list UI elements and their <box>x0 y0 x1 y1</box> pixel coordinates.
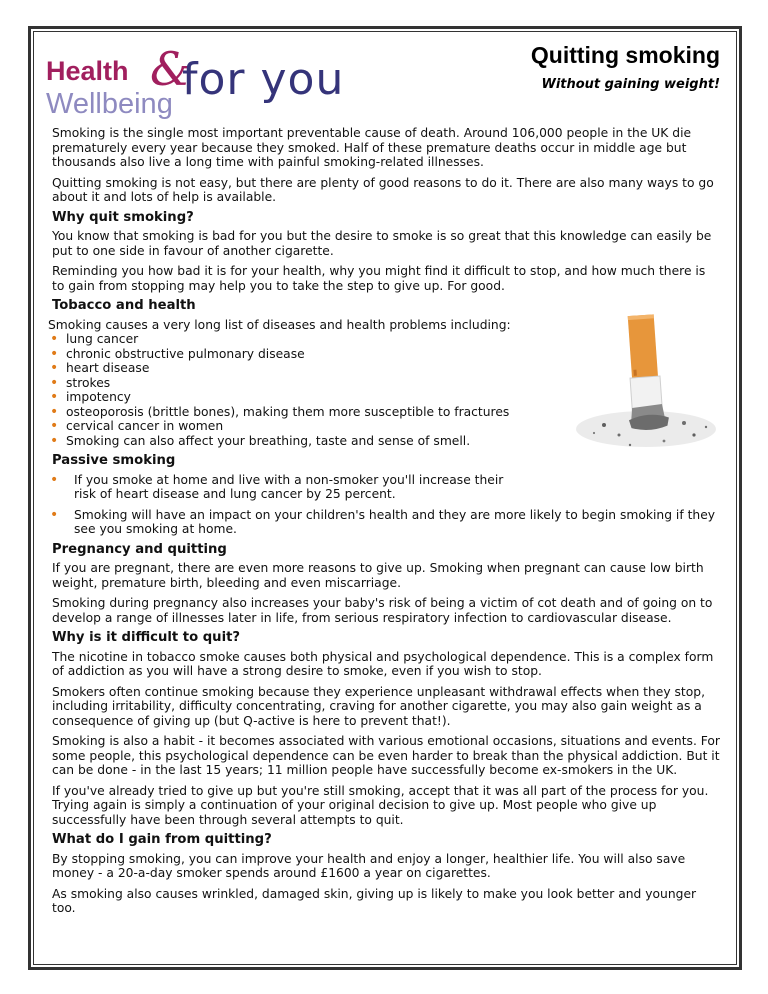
list-item: • osteoporosis (brittle bones), making them more susceptible to fractures <box>48 405 720 420</box>
gain-paragraph: As smoking also causes wrinkled, damaged skin, giving up is likely to make you look better and younger too. <box>52 886 697 915</box>
difficult-paragraph: If you've already tried to give up but you're still smoking, accept that it was all part of the process for you. Trying again is simply a continuation of your original decision to give up. Most people who give up successfully have been through several attempts to quit. <box>52 783 709 827</box>
cigarette-butt-image <box>564 307 724 457</box>
passive-smoking-list <box>48 473 720 537</box>
difficult-paragraph: Smoking is also a habit - it becomes associated with various emotional occasions, situations and events. For some people, this psychological dependence can be even harder to break than the physical addiction. But it can be done - in the last 15 years; 11 million people have successfully become ex-smokers in the UK. <box>52 734 720 777</box>
section-heading-difficult: Why is it difficult to quit? <box>52 630 241 645</box>
list-item: • Smoking can also affect your breathing, taste and sense of smell. <box>48 434 720 449</box>
section-heading-gain: What do I gain from quitting? <box>52 832 272 847</box>
section-heading-tobacco: Tobacco and health <box>52 298 196 313</box>
page-title: Quitting smoking <box>530 42 720 68</box>
tobacco-lead: Smoking causes a very long list of diseases and health problems including: <box>48 317 511 332</box>
list-item: • chronic obstructive pulmonary disease <box>48 347 720 362</box>
health-wellbeing-logo <box>46 42 386 128</box>
title-block <box>531 42 720 92</box>
section-heading-passive: Passive smoking <box>52 453 176 468</box>
list-item: • heart disease <box>48 361 720 376</box>
intro-paragraph: Quitting smoking is not easy, but there are plenty of good reasons to do it. There are also many ways to go about it and lots of help is available. <box>52 175 714 204</box>
logo-ampersand: & <box>150 42 191 96</box>
gain-paragraph: By stopping smoking, you can improve your health and enjoy a longer, healthier life. You will also save money - a 20-a-day smoker spends around £1600 a year on cigarettes. <box>52 851 686 880</box>
why-quit-paragraph: Reminding you how bad it is for your health, why you might find it difficult to stop, and how much there is to gain from stopping may help you to take the step to give up. For good. <box>52 264 706 293</box>
why-quit-paragraph: You know that smoking is bad for you but the desire to smoke is so great that this knowledge can easily be put to one side in favour of another cigarette. <box>52 229 712 258</box>
logo-wellbeing-text: Wellbeing <box>46 88 173 120</box>
logo-for-you-text: for you <box>182 54 345 105</box>
document-body <box>48 126 720 922</box>
difficult-paragraph: Smokers often continue smoking because they experience unpleasant withdrawal effects when they stop, including irritability, difficulty concentrating, craving for another cigarette, you may also gain weight as a consequence of giving up (but Q-active is here to prevent that!). <box>52 684 705 728</box>
tobacco-section <box>48 298 720 448</box>
pregnancy-paragraph: If you are pregnant, there are even more reasons to give up. Smoking when pregnant can cause low birth weight, premature birth, bleeding and even miscarriage. <box>52 561 704 590</box>
page-subtitle: Without gaining weight! <box>541 77 720 92</box>
list-item: • lung cancer <box>48 332 720 347</box>
difficult-paragraph: The nicotine in tobacco smoke causes both physical and psychological dependence. This is a complex form of addiction as you will have a strong desire to smoke, even if you wish to stop. <box>52 649 714 678</box>
list-item: • impotency <box>48 390 720 405</box>
section-heading-why-quit: Why quit smoking? <box>52 209 194 225</box>
logo-health-text: Health <box>46 56 129 86</box>
list-item: • Smoking will have an impact on your children's health and they are more likely to begin smoking if they see you smoking at home. <box>48 508 720 537</box>
list-item: • cervical cancer in women <box>48 419 720 434</box>
header <box>40 40 730 128</box>
pregnancy-paragraph: Smoking during pregnancy also increases your baby's risk of being a victim of cot death and of going on to develop a range of illnesses later in life, from serious respiratory infection to cardiovascular disease. <box>52 596 713 625</box>
intro-paragraph: Smoking is the single most important preventable cause of death. Around 106,000 people in the UK die prematurely every year because they smoked. Half of these premature deaths occur in middle age but thousands also live a long time with painful smoking-related illnesses. <box>52 126 692 169</box>
list-item: • If you smoke at home and live with a non-smoker you'll increase their risk of heart disease and lung cancer by 25 percent. <box>48 473 528 502</box>
section-heading-pregnancy: Pregnancy and quitting <box>52 541 227 557</box>
list-item: • strokes <box>48 376 720 391</box>
